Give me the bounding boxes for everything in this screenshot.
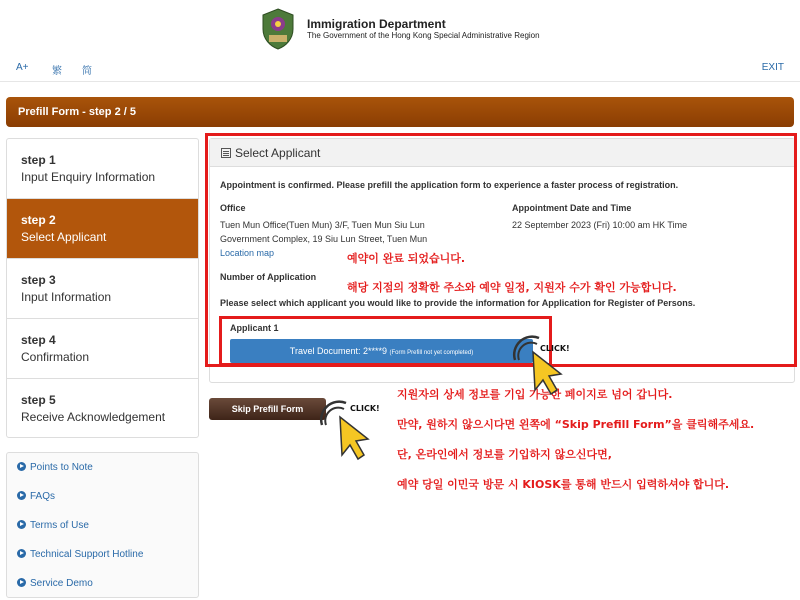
language-bar xyxy=(0,58,800,82)
annotation-note-1: 예약이 완료 되었습니다. xyxy=(347,252,466,265)
office-label: Office xyxy=(220,203,246,213)
terms-of-use-link[interactable] xyxy=(17,520,89,531)
datetime-value: 22 September 2023 (Fri) 10:00 am HK Time xyxy=(512,220,688,230)
annotation-note-2: 해당 지점의 정확한 주소와 예약 일정, 지원자 수가 확인 가능합니다. xyxy=(347,281,677,294)
link-label: FAQs xyxy=(30,491,56,502)
skip-prefill-button[interactable]: Skip Prefill Form xyxy=(209,398,326,420)
step-name: Input Enquiry Information xyxy=(21,170,156,184)
click-cursor-icon xyxy=(505,330,585,400)
step-number: step 1 xyxy=(21,153,56,167)
step-name: Confirmation xyxy=(21,350,90,364)
step-number: step 3 xyxy=(21,273,56,287)
faqs-link[interactable] xyxy=(17,491,55,502)
traditional-chinese-link[interactable]: 繁 xyxy=(52,66,62,77)
help-links xyxy=(6,452,199,598)
annotation-note-3: 지원자의 상세 정보를 기입 가능한 페이지로 넘어 갑니다. xyxy=(397,388,673,401)
step-number: step 2 xyxy=(21,213,56,227)
annotation-note-6: 예약 당일 이민국 방문 시 KIOSK를 통해 반드시 입력하셔야 합니다. xyxy=(397,478,730,491)
step-item-1 xyxy=(7,139,198,199)
site-header xyxy=(0,0,800,58)
step-name: Input Information xyxy=(21,290,112,304)
arrow-circle-icon xyxy=(17,549,26,558)
arrow-circle-icon xyxy=(17,520,26,529)
service-demo-link[interactable] xyxy=(17,578,93,589)
number-of-application-label: Number of Application xyxy=(220,272,317,282)
step-name: Select Applicant xyxy=(21,230,107,244)
annotation-note-5: 단, 온라인에서 정보를 기입하지 않으신다면, xyxy=(397,448,612,461)
panel-title: Select Applicant xyxy=(235,146,321,160)
simplified-chinese-link[interactable]: 简 xyxy=(82,66,92,77)
exit-link[interactable]: EXIT xyxy=(761,62,784,73)
annotation-box-applicant xyxy=(219,316,552,366)
applicant-status: (Form Prefill not yet completed) xyxy=(389,350,474,356)
department-title: Immigration Department xyxy=(307,17,446,31)
applicant-button-label: Travel Document: 2****9 xyxy=(289,346,387,356)
link-label: Service Demo xyxy=(30,578,93,589)
hk-emblem-icon xyxy=(259,7,297,51)
step-item-2 xyxy=(7,199,198,259)
steps-sidebar xyxy=(6,138,199,438)
step-item-4 xyxy=(7,319,198,379)
font-size-toggle[interactable]: A+ xyxy=(16,62,29,73)
arrow-circle-icon xyxy=(17,462,26,471)
click-label-applicant: CLICK! xyxy=(540,344,570,353)
arrow-circle-icon xyxy=(17,578,26,587)
annotation-note-4: 만약, 원하지 않으시다면 왼쪽에 “Skip Prefill Form”을 클릭해주세요. xyxy=(397,418,755,431)
progress-bar xyxy=(6,97,794,127)
arrow-circle-icon xyxy=(17,491,26,500)
progress-label: Prefill Form - step 2 / 5 xyxy=(18,106,136,118)
select-prompt: Please select which applicant you would like to provide the information for Application for Register of Persons. xyxy=(220,298,696,308)
link-label: Points to Note xyxy=(30,462,93,473)
step-number: step 5 xyxy=(21,393,56,407)
datetime-label: Appointment Date and Time xyxy=(512,203,632,213)
link-label: Technical Support Hotline xyxy=(30,549,144,560)
confirmation-message: Appointment is confirmed. Please prefill the application form to experience a faster process of registration. xyxy=(220,180,679,190)
department-subtitle: The Government of the Hong Kong Special Administrative Region xyxy=(307,31,540,40)
points-to-note-link[interactable] xyxy=(17,462,93,473)
office-address-line2: Government Complex, 19 Siu Lun Street, Tuen Mun xyxy=(220,234,428,244)
technical-support-link[interactable] xyxy=(17,549,143,560)
location-map-link[interactable]: Location map xyxy=(220,248,275,258)
applicant-label: Applicant 1 xyxy=(230,323,279,333)
step-number: step 4 xyxy=(21,333,56,347)
link-label: Terms of Use xyxy=(30,520,89,531)
step-item-3 xyxy=(7,259,198,319)
click-label-skip: CLICK! xyxy=(350,404,380,413)
step-name: Receive Acknowledgement xyxy=(21,410,166,424)
step-item-5 xyxy=(7,379,198,438)
office-address-line1: Tuen Mun Office(Tuen Mun) 3/F, Tuen Mun Siu Lun xyxy=(220,220,425,230)
